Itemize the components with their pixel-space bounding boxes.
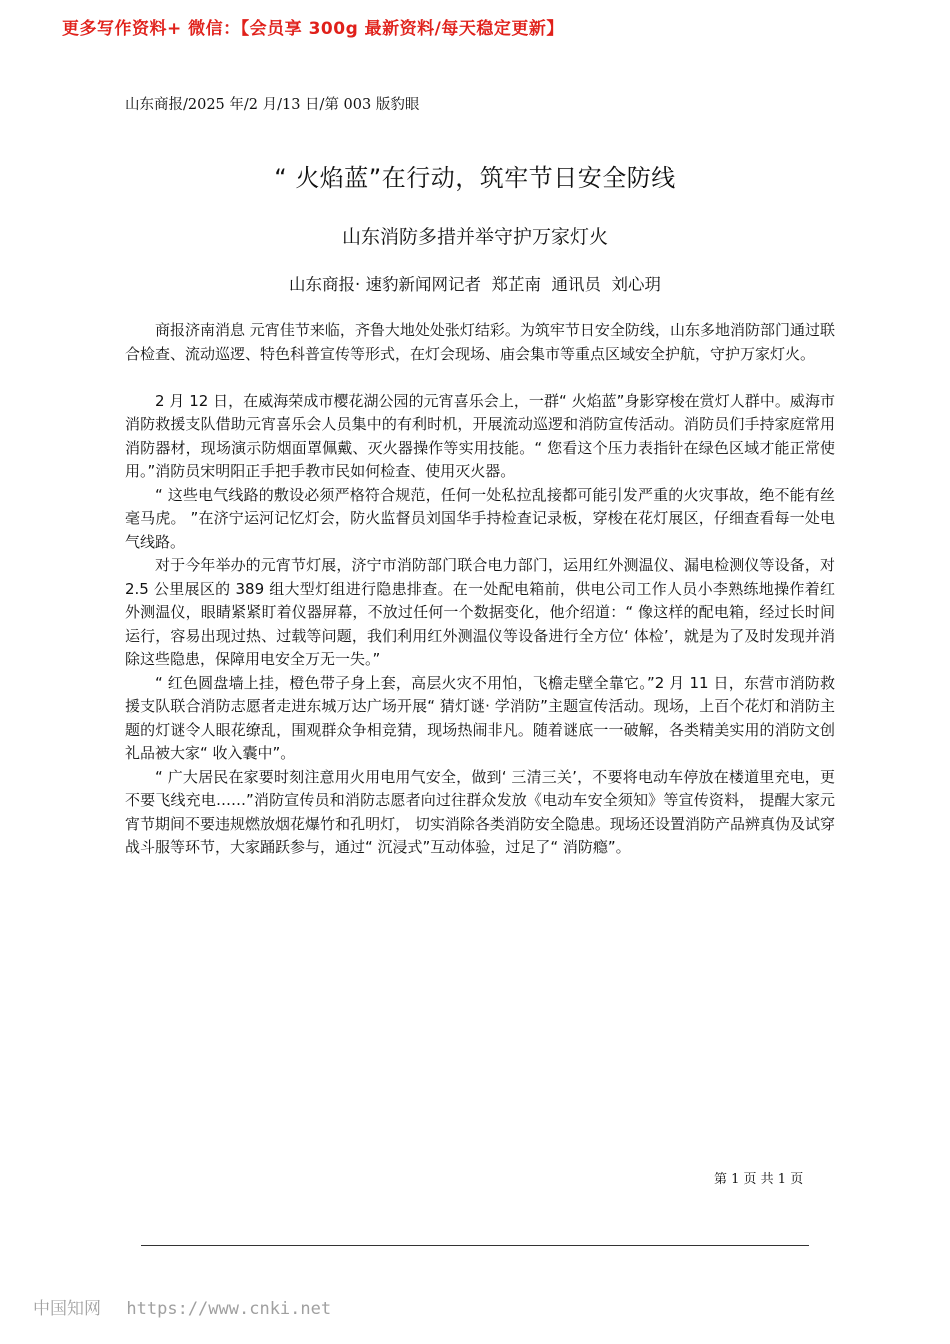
paragraph: “ 这些电气线路的敷设必须严格符合规范，任何一处私拉乱接都可能引发严重的火灾事故，绝不能有丝毫马虎。 ”在济宁运河记忆灯会，防火监督员刘国华手持检查记录板，穿梭在花灯展区，仔细查看每一处电气线路。: [125, 485, 835, 551]
paragraph: 2 月 12 日，在威海荣成市樱花湖公园的元宵喜乐会上，一群“ 火焰蓝”身影穿梭在赏灯人群中。威海市消防救援支队借助元宵喜乐会人员集中的有利时机，开展流动巡逻和消防宣传活动。消防员们手持家庭常用消防器材，现场演示防烟面罩佩戴、灭火器操作等实用技能。“ 您看这个压力表指针在绿色区域才能正常使用。”消防员宋明阳正手把手教市民如何检查、使用灭火器。: [125, 391, 835, 480]
article-title: “ 火焰蓝”在行动，筑牢节日安全防线: [274, 164, 676, 192]
footer-divider: [141, 1245, 809, 1246]
footer-watermark: [33, 1294, 331, 1319]
paragraph: “ 红色圆盘墙上挂，橙色带子身上套，高层火灾不用怕，飞檐走壁全靠它。”2 月 11 日，东营市消防救援支队联合消防志愿者走进东城万达广场开展“ 猜灯谜· 学消防”主题宣传活动。现场，上百个花灯和消防主题的灯谜令人眼花缭乱，围观群众争相竞猜，现场热闹非凡。随着谜底一一破解，各类精美实用的消防文创礼品被大家“ 收入囊中”。: [125, 673, 835, 762]
cnki-url-link[interactable]: https://www.cnki.net: [126, 1299, 332, 1319]
paragraph: “ 广大居民在家要时刻注意用火用电用气安全，做到‘ 三清三关’，不要将电动车停放在楼道里充电，更不要飞线充电……”消防宣传员和消防志愿者向过往群众发放《电动车安全须知》等宣传资料， 提醒大家元宵节期间不要违规燃放烟花爆竹和孔明灯， 切实消除各类消防安全隐患。现场还设置消防产品辨真伪及试穿战斗服等环节，大家踊跃参与，通过“ 沉浸式”互动体验，过足了“ 消防瘾”。: [125, 767, 835, 856]
paragraph-lead: 商报济南消息 元宵佳节来临，齐鲁大地处处张灯结彩。为筑牢节日安全防线，山东多地消防部门通过联合检查、流动巡逻、特色科普宣传等形式，在灯会现场、庙会集市等重点区域安全护航，守护万家灯火。: [125, 321, 835, 363]
cnki-watermark-label: 中国知网: [33, 1299, 101, 1319]
paragraph: 对于今年举办的元宵节灯展，济宁市消防部门联合电力部门，运用红外测温仪、漏电检测仪等设备，对 2.5 公里展区的 389 组大型灯组进行隐患排查。在一处配电箱前，供电公司工作人员小李熟练地操作着红外测温仪，眼睛紧紧盯着仪器屏幕，不放过任何一个数据变化，他介绍道：“ 像这样的配电箱，经过长时间运行，容易出现过热、过载等问题，我们利用红外测温仪等设备进行全方位‘ 体检’，就是为了及时发现并消除这些隐患，保障用电安全万无一失。”: [125, 556, 835, 668]
promo-banner: 更多写作资料+ 微信：【会员享 300g 最新资料/每天稳定更新】: [62, 19, 564, 39]
article-byline: 山东商报· 速豹新闻网记者 郑芷南 通讯员 刘心玥: [289, 275, 661, 294]
article-subtitle: 山东消防多措并举守护万家灯火: [341, 226, 608, 248]
article-body: [125, 319, 835, 860]
source-line: 山东商报/2025 年/2 月/13 日/第 003 版豹眼: [125, 97, 420, 113]
page-number: 第 1 页 共 1 页: [714, 1172, 804, 1187]
